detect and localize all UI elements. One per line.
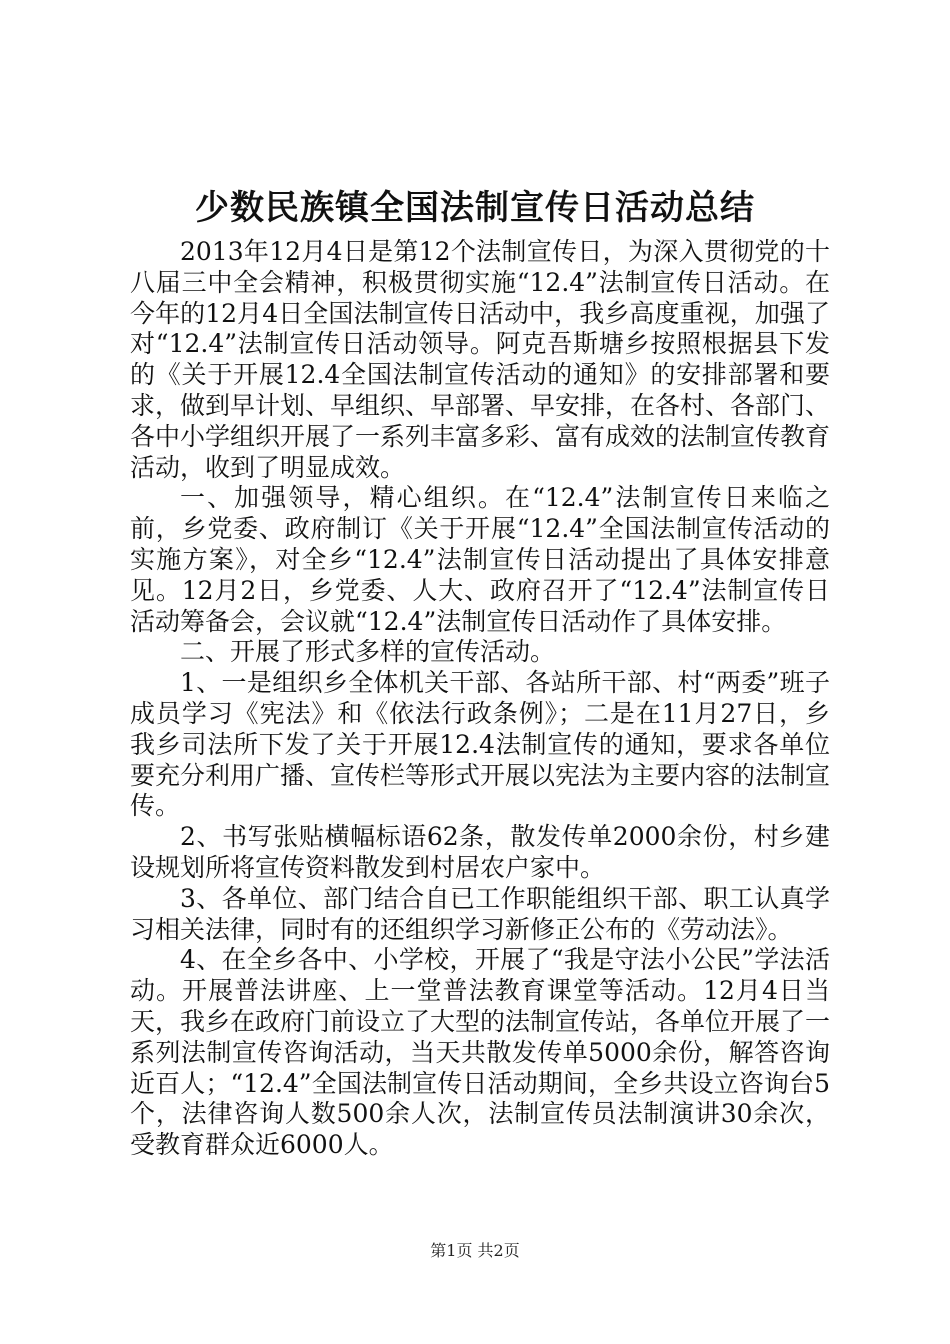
paragraph-item-2: 2、书写张贴横幅标语62条，散发传单2000余份，村乡建设规划所将宣传资料散发到村居农户家中。 xyxy=(130,822,830,882)
page-indicator: 第1页 共2页 xyxy=(430,1241,520,1260)
paragraph-section-1: 一、加强领导，精心组织。在“12.4”法制宣传日来临之前，乡党委、政府制订《关于开展“12.4”全国法制宣传活动的实施方案》，对全乡“12.4”法制宣传日活动提出了具体安排意见。12月2日，乡党委、人大、政府召开了“12.4”法制宣传日活动筹备会，会议就“12.4”法制宣传日活动作了具体安排。 xyxy=(130,483,830,636)
paragraph-item-1: 1、一是组织乡全体机关干部、各站所干部、村“两委”班子成员学习《宪法》和《依法行政条例》；二是在11月27日，乡我乡司法所下发了关于开展12.4法制宣传的通知，要求各单位要充分利用广播、宣传栏等形式开展以宪法为主要内容的法制宣传。 xyxy=(130,668,831,821)
document-title: 少数民族镇全国法制宣传日活动总结 xyxy=(195,188,755,228)
paragraph-item-4: 4、在全乡各中、小学校，开展了“我是守法小公民”学法活动。开展普法讲座、上一堂普法教育课堂等活动。12月4日当天，我乡在政府门前设立了大型的法制宣传站，各单位开展了一系列法制宣传咨询活动，当天共散发传单5000余份，解答咨询近百人；“12.4”全国法制宣传日活动期间，全乡共设立咨询台5个，法律咨询人数500余人次，法制宣传员法制演讲30余次，受教育群众近6000人。 xyxy=(130,945,831,1160)
document-body xyxy=(130,237,830,1161)
paragraph-item-3: 3、各单位、部门结合自已工作职能组织干部、职工认真学习相关法律，同时有的还组织学习新修正公布的《劳动法》。 xyxy=(130,883,830,944)
paragraph-section-2-heading: 二、开展了形式多样的宣传活动。 xyxy=(180,637,556,667)
paragraph-intro: 2013年12月4日是第12个法制宣传日，为深入贯彻党的十八届三中全会精神，积极贯彻实施“12.4”法制宣传日活动。在今年的12月4日全国法制宣传日活动中，我乡高度重视，加强了对“12.4”法制宣传日活动领导。阿克吾斯塘乡按照根据县下发的《关于开展12.4全国法制宣传活动的通知》的安排部署和要求，做到早计划、早组织、早部署、早安排，在各村、各部门、各中小学组织开展了一系列丰富多彩、富有成效的法制宣传教育活动，收到了明显成效。 xyxy=(130,237,831,482)
